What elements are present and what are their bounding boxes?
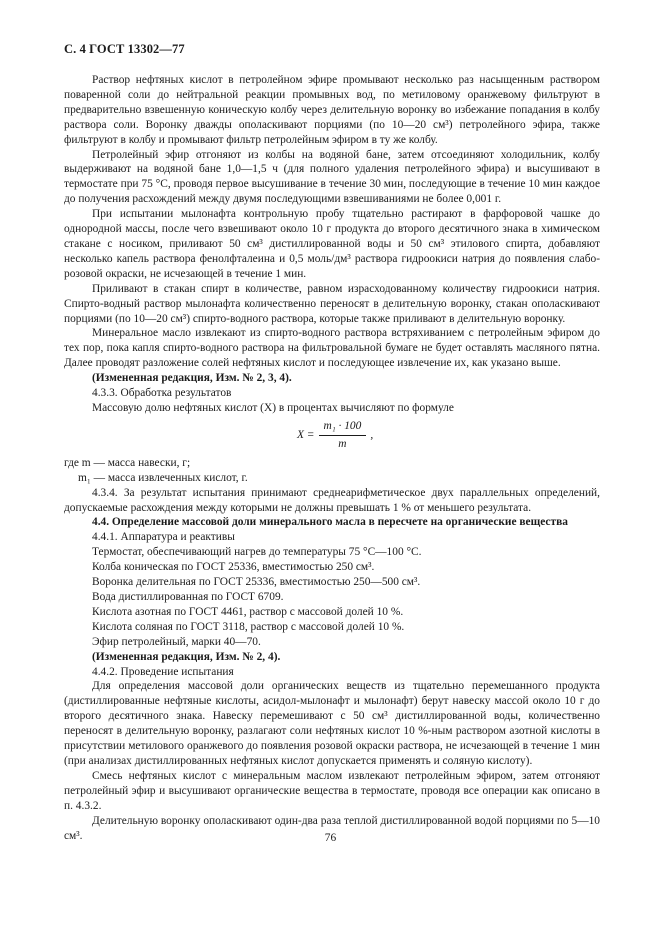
- formula-numerator: m₁ · 100: [319, 419, 367, 436]
- section-4-3-3-text: Массовую долю нефтяных кислот (X) в процентах вычисляют по формуле: [92, 401, 454, 414]
- section-4-3-3-title: 4.3.3. Обработка результатов: [92, 387, 232, 400]
- paragraph-extract: Смесь нефтяных кислот с минеральным маслом извлекают петролейным эфиром, затем отгоняют петролейный эфир и высушивают органические вещества в термостате, проводя все операции как описано в п. 4.3.2.: [64, 769, 600, 812]
- section-4-3-4: 4.3.4. За результат испытания принимают среднеарифметическое двух параллельных определений, допускаемые расхождения между которыми не должны превышать 1 % от меньшего результата.: [64, 486, 600, 514]
- equipment-item: Кислота соляная по ГОСТ 3118, раствор с массовой долей 10 %.: [92, 620, 405, 633]
- where-line-1: где m — масса навески, г;: [64, 456, 191, 469]
- formula-tail: ,: [370, 429, 374, 442]
- edit-note-2: (Измененная редакция, Изм. № 2, 4).: [92, 650, 281, 663]
- section-4-4-2-title: 4.4.2. Проведение испытания: [92, 665, 234, 678]
- formula-fraction: [319, 419, 367, 452]
- paragraph-mylonaft: При испытании мылонафта контрольную пробу тщательно растирают в фарфоровой чашке до однородной массы, после чего взвешивают около 10 г продукта до второго десятичного знака в химическом стакане с носиком, приливают 50 см³ дистиллированной воды и 50 см³ этилового спирта, добавляют несколько капель раствора фенолфталеина и 0,5 моль/дм³ раствора гидроокиси натрия до появления слабо-розовой окраски, не исчезающей в течение 1 мин.: [64, 208, 600, 280]
- paragraph-sample: Для определения массовой доли органических веществ из тщательно перемешанного продукта (дистиллированные нефтяные кислоты, асидол-мылонафт и мылонафт) берут навеску массой около 10 г до второго десятичного знака. Навеску перемешивают с 50 см³ дистиллированной воды, количественно переносят в делительную воронку, разлагают соли нефтяных кислот 10 %-ным раствором азотной кислоты в присутствии метилового оранжевого до появления розовой окраски раствора, не исчезающей в течение 1 мин (при анализах дистиллированных нефтяных кислот допускается применять и соляную кислоту).: [64, 680, 600, 767]
- equipment-item: Термостат, обеспечивающий нагрев до температуры 75 °С—100 °С.: [92, 546, 422, 559]
- equipment-item: Колба коническая по ГОСТ 25336, вместимостью 250 см³.: [92, 561, 375, 574]
- section-4-4-1-title: 4.4.1. Аппаратура и реактивы: [92, 531, 235, 544]
- paragraph-rinse: Делительную воронку ополаскивают один-два раза теплой дистиллированной водой порциями по 5—10 см³.: [64, 814, 600, 842]
- formula: [297, 418, 600, 454]
- equipment-item: Эфир петролейный, марки 40—70.: [92, 635, 261, 648]
- formula-lhs: X =: [297, 429, 315, 442]
- page-number: 76: [324, 832, 337, 844]
- paragraph-wash: Раствор нефтяных кислот в петролейном эфире промывают несколько раз насыщенным раствором поваренной соли до нейтральной реакции промывных вод, по метиловому оранжевому фильтруют в предварительно взвешенную коническую колбу через делительную воронку во избежание попадания в колбу раствора соли. Воронку дважды ополаскивают порциями (по 10—20 см³) петролейного эфира, также фильтруют в колбу и промывают фильтр петролейным эфиром в ту же колбу.: [64, 74, 600, 146]
- section-4-4-title: 4.4. Определение массовой доли минерального масла в пересчете на органические вещества: [92, 516, 568, 529]
- equipment-item: Вода дистиллированная по ГОСТ 6709.: [92, 591, 284, 603]
- equipment-item: Кислота азотная по ГОСТ 4461, раствор с массовой долей 10 %.: [92, 605, 404, 618]
- formula-denominator: m: [338, 438, 347, 451]
- page-header: С. 4 ГОСТ 13302—77: [64, 42, 185, 56]
- where-line-2: m₁ — масса извлеченных кислот, г.: [78, 471, 248, 484]
- equipment-item: Воронка делительная по ГОСТ 25336, вместимостью 250—500 см³.: [92, 576, 421, 589]
- paragraph-spirit: Приливают в стакан спирт в количестве, равном израсходованному количеству гидроокиси натрия. Спирто-водный раствор мылонафта количественно переносят в делительную воронку, стакан ополаскивают порциями (по 10—20 см³) спирто-водного раствора, которые также приливают в делительную воронку.: [64, 282, 600, 325]
- edit-note-1: (Измененная редакция, Изм. № 2, 3, 4).: [92, 372, 292, 385]
- paragraph-mineral-oil: Минеральное масло извлекают из спирто-водного раствора встряхиванием с петролейным эфиром до тех пор, пока капля спирто-водного раствора на фильтровальной бумаге не будет оставлять масляного пятна. Далее проводят разложение солей нефтяных кислот и последующее извлечение их, как указано выше.: [64, 327, 600, 370]
- document-body: [64, 73, 600, 843]
- paragraph-distill: Петролейный эфир отгоняют из колбы на водяной бане, затем отсоединяют холодильник, колбу выдерживают на водяной бане 1,0—1,5 ч (для полного удаления петролейного эфира) и высушивают в термостате при 75 °С, проводя первое высушивание в течение 30 мин, последующие в течение 10 мин каждое до получения расхождений между двумя последующими взвешиваниями не более 0,001 г.: [64, 148, 600, 206]
